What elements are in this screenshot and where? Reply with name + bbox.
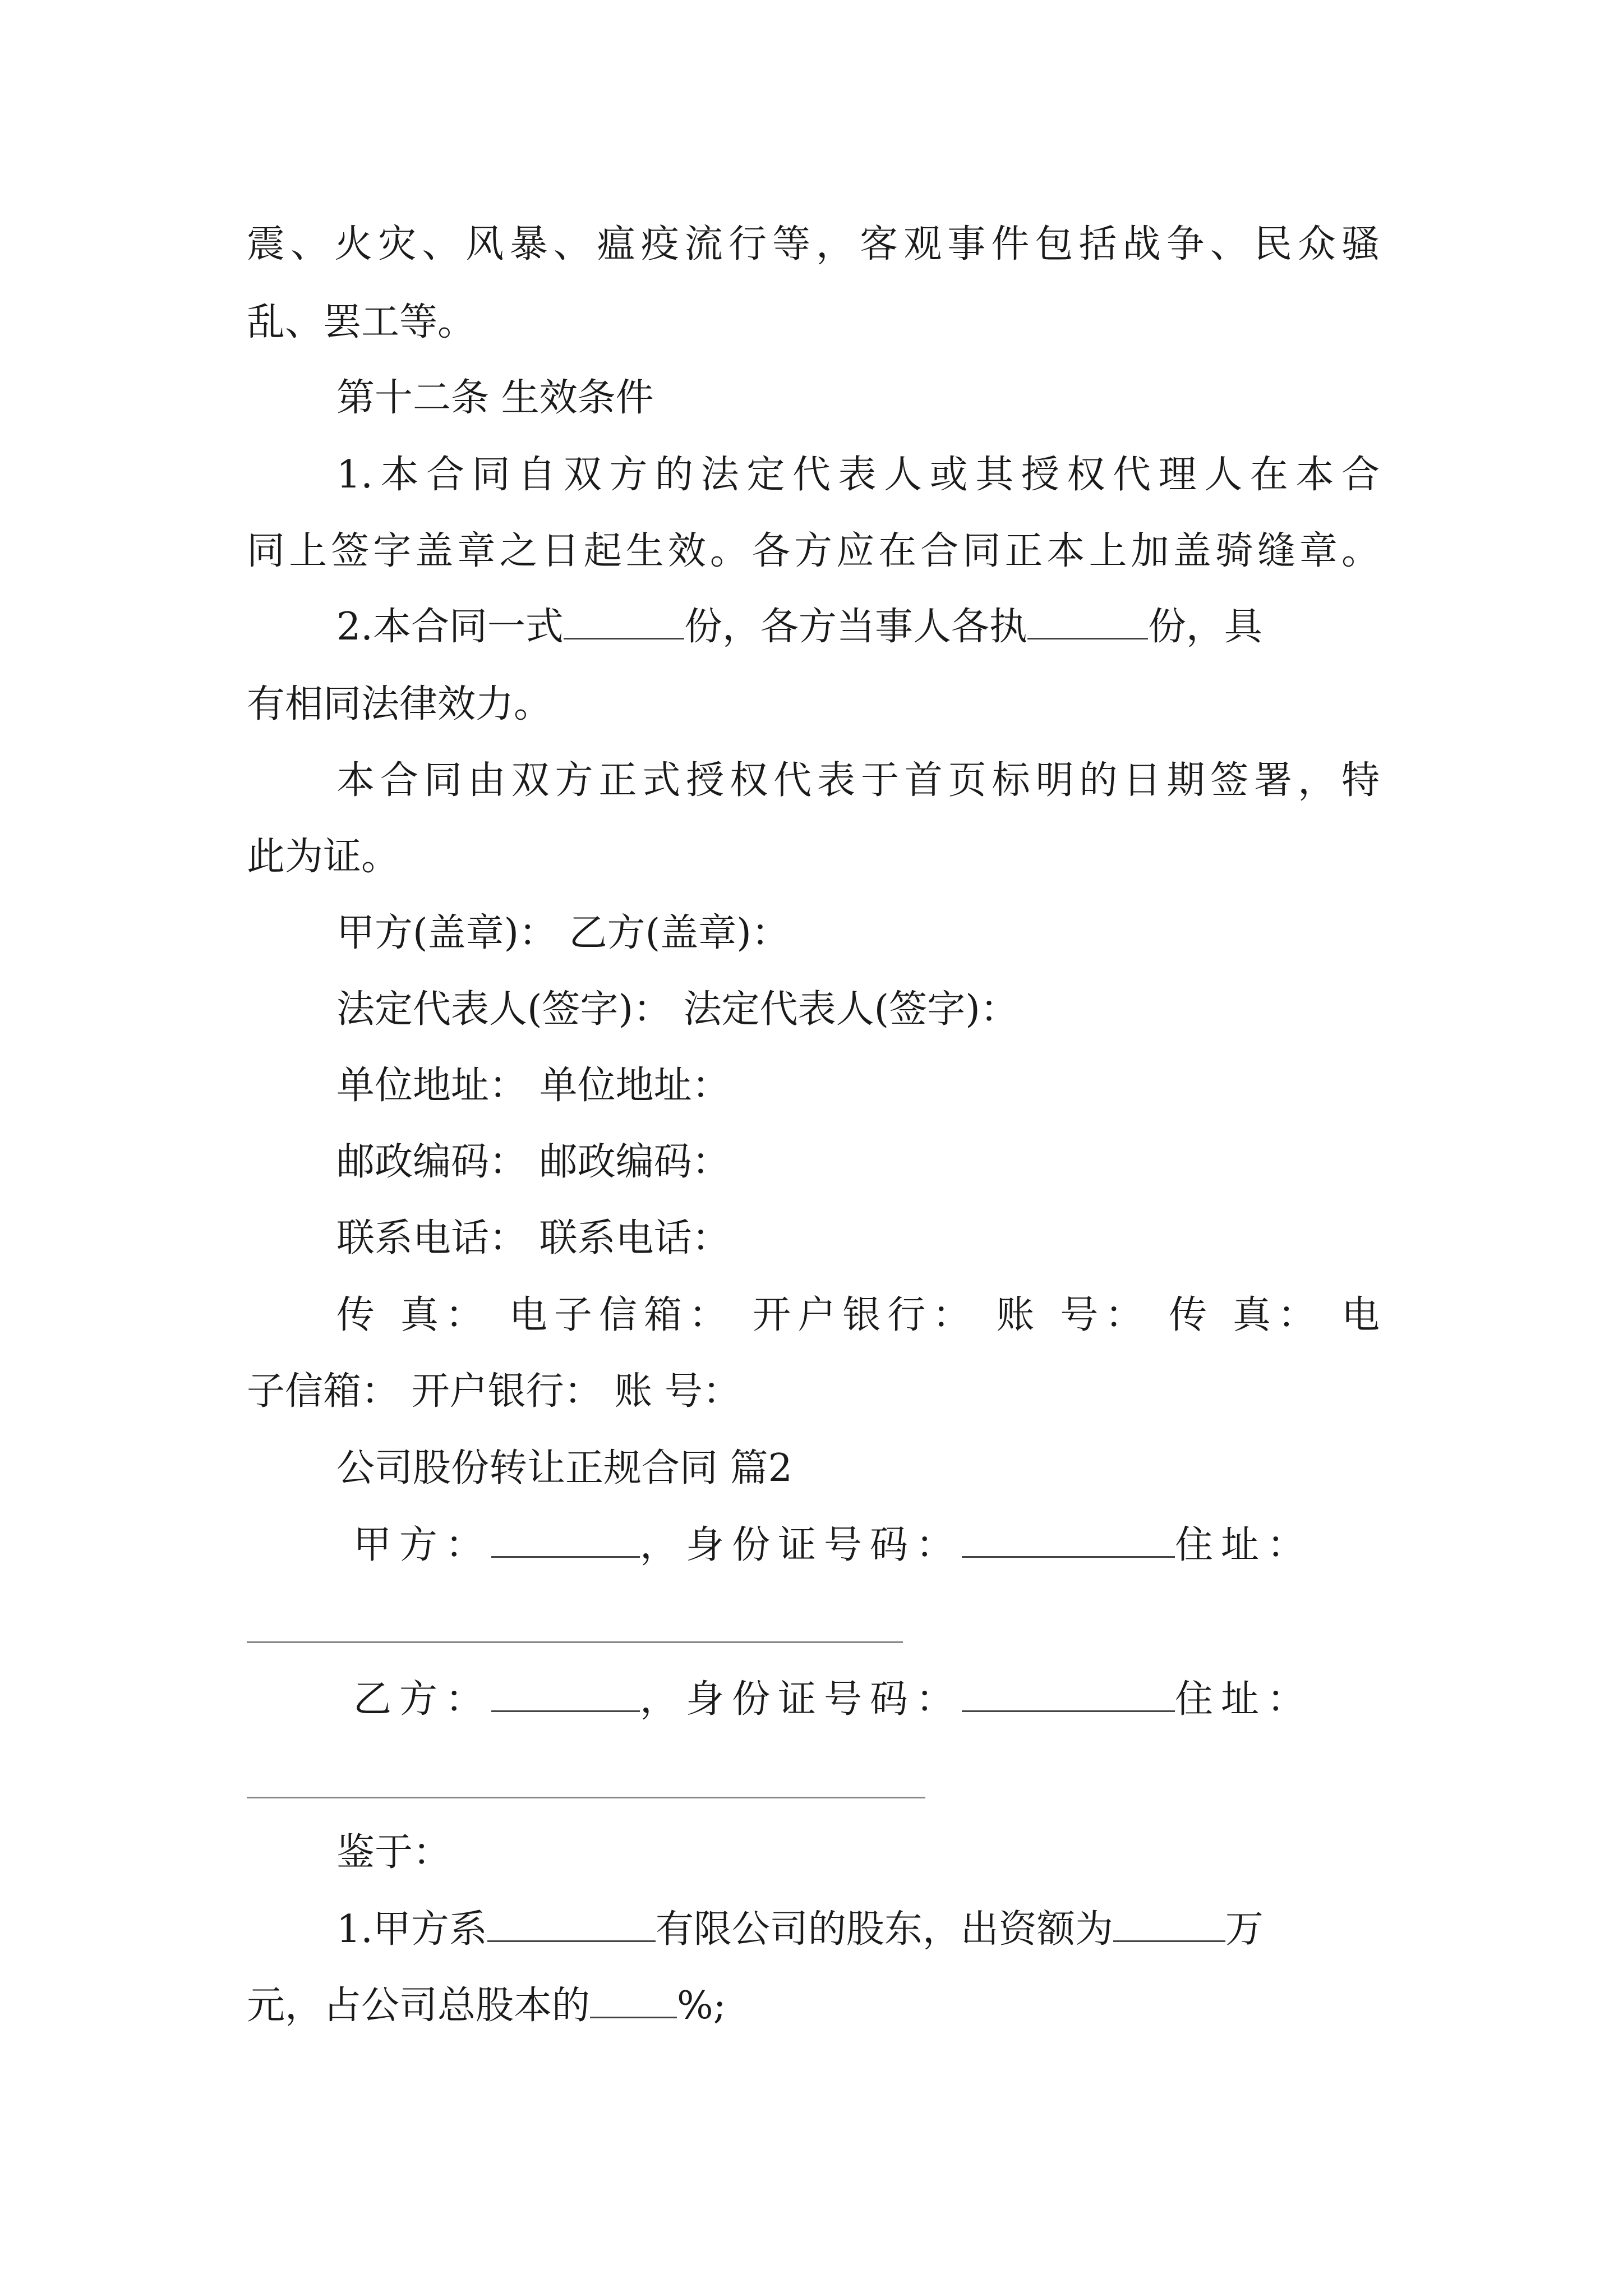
signature-line: 联系电话： 联系电话：	[336, 1216, 730, 1260]
text-fragment: 住址：	[1175, 1677, 1313, 1722]
fill-in-blank	[564, 603, 684, 639]
text-line: 本合同由双方正式授权代表于首页标明的日期签署，特	[336, 758, 1380, 803]
text-line	[247, 1978, 1380, 2034]
text-line: 有相同法律效力。	[247, 682, 552, 726]
text-fragment: 2.本合同一式	[336, 605, 564, 649]
text-fragment: ，身份证号码：	[640, 1677, 962, 1722]
party-b-line	[353, 1672, 1363, 1728]
text-fragment: 万	[1225, 1907, 1264, 1952]
text-fragment: 份，各方当事人各执	[684, 605, 1027, 649]
text-fragment: 1.甲方系	[336, 1907, 487, 1952]
address-blank-b	[247, 1797, 925, 1798]
signature-line: 传 真： 电子信箱： 开户银行： 账 号： 传 真： 电	[336, 1293, 1380, 1337]
signature-line: 法定代表人(签字)： 法定代表人(签字)：	[336, 987, 1018, 1032]
signature-line: 甲方(盖章)： 乙方(盖章)：	[336, 911, 790, 955]
fill-in-blank	[491, 1521, 640, 1558]
text-fragment: 元，占公司总股本的	[247, 1984, 591, 2028]
section-title: 公司股份转让正规合同 篇2	[336, 1446, 792, 1490]
text-fragment: %;	[677, 1984, 726, 2028]
signature-line: 子信箱： 开户银行： 账 号：	[247, 1369, 741, 1414]
fill-in-blank	[491, 1676, 640, 1712]
text-line: 同上签字盖章之日起生效。各方应在合同正本上加盖骑缝章。	[247, 529, 1380, 573]
fill-in-blank	[1113, 1906, 1225, 1942]
signature-line: 单位地址： 单位地址：	[336, 1064, 730, 1108]
address-blank-a	[247, 1641, 903, 1643]
text-line: 乱、罢工等。	[247, 300, 476, 344]
text-fragment: 份，具	[1147, 605, 1262, 649]
fill-in-blank	[487, 1906, 656, 1942]
text-line: 鉴于：	[336, 1830, 451, 1875]
text-fragment: ，身份证号码：	[640, 1523, 962, 1567]
text-line: 震、火灾、风暴、瘟疫流行等，客观事件包括战争、民众骚	[247, 222, 1380, 266]
fill-in-blank	[962, 1676, 1175, 1712]
text-fragment: 住址：	[1175, 1523, 1313, 1567]
text-line	[336, 1902, 1380, 1958]
text-line: 1.本合同自双方的法定代表人或其授权代理人在本合	[336, 453, 1380, 497]
text-line: 此为证。	[247, 835, 400, 879]
fill-in-blank	[962, 1521, 1175, 1558]
text-fragment: 乙方：	[353, 1677, 492, 1722]
text-fragment: 甲方：	[353, 1523, 492, 1567]
article-heading: 第十二条 生效条件	[336, 376, 654, 420]
text-fragment: 有限公司的股东，出资额为	[655, 1907, 1113, 1952]
signature-line: 邮政编码： 邮政编码：	[336, 1140, 730, 1184]
party-a-line	[353, 1517, 1363, 1573]
fill-in-blank	[590, 1982, 677, 2018]
fill-in-blank	[1027, 603, 1148, 639]
text-line	[336, 599, 1380, 655]
